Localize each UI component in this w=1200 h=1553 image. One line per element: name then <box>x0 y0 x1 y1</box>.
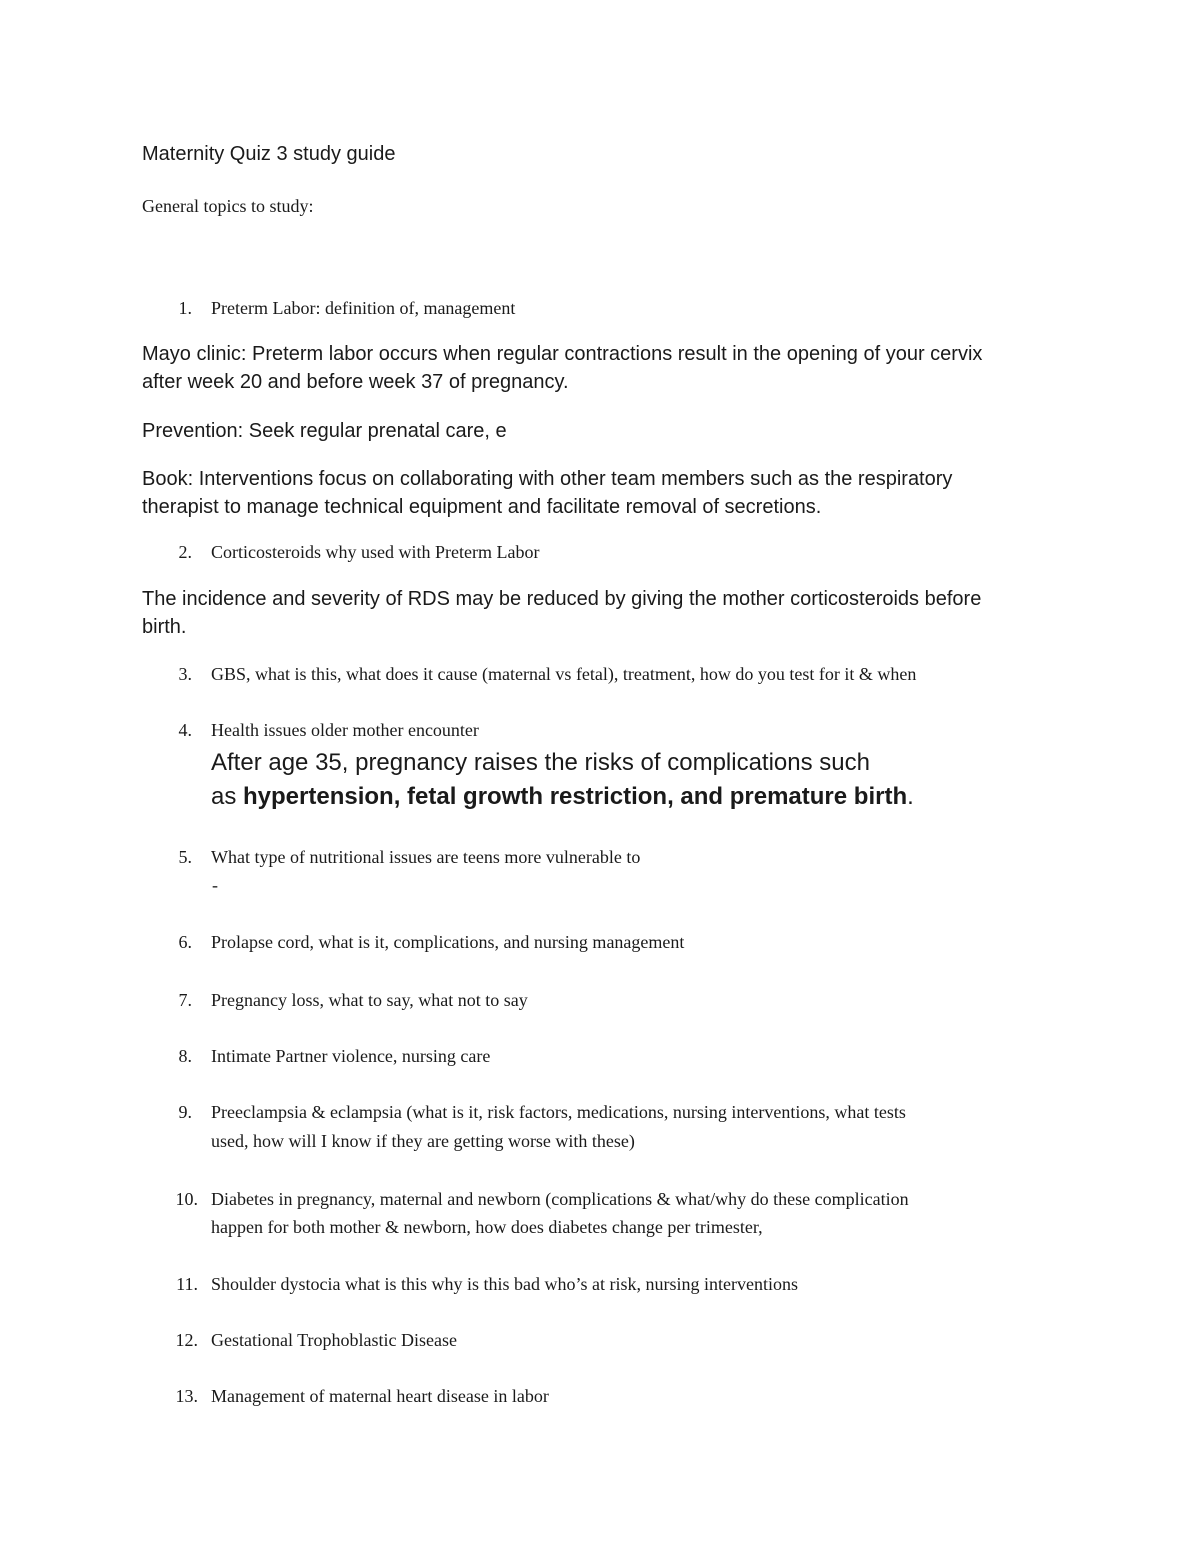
list-item-number: 12. <box>175 1330 198 1350</box>
note-book-line2: therapist to manage technical equipment and facilitate removal of secretions. <box>142 496 822 518</box>
note-age-line2 <box>211 780 914 814</box>
list-item-number: 10. <box>175 1189 198 1209</box>
list-item-text: Gestational Trophoblastic Disease <box>211 1330 457 1350</box>
list-item-number: 13. <box>175 1386 198 1406</box>
note-mayo-line1: Mayo clinic: Preterm labor occurs when regular contractions result in the opening of your cervix <box>142 343 983 365</box>
note-rds-line1: The incidence and severity of RDS may be reduced by giving the mother corticosteroids before <box>142 588 982 610</box>
list-item-number: 3. <box>178 664 192 684</box>
note-prevention: Prevention: Seek regular prenatal care, e <box>142 420 507 442</box>
note-age-bold: hypertension, fetal growth restriction, and premature birth <box>243 783 908 810</box>
list-item-number: 9. <box>178 1102 192 1122</box>
note-rds-line2: birth. <box>142 616 187 638</box>
note-age-line1: After age 35, pregnancy raises the risks of complications such <box>211 749 870 776</box>
page-subtitle: General topics to study: <box>142 196 314 216</box>
note-age-prefix: as <box>211 783 244 810</box>
note-mayo-line2: after week 20 and before week 37 of pregnancy. <box>142 371 569 393</box>
list-item-text: GBS, what is this, what does it cause (maternal vs fetal), treatment, how do you test for it & when <box>211 664 917 684</box>
note-age-suffix: . <box>907 783 914 810</box>
list-item-text-line1: Preeclampsia & eclampsia (what is it, risk factors, medications, nursing interventions, what tests <box>211 1102 906 1122</box>
list-item-text: Intimate Partner violence, nursing care <box>211 1046 491 1066</box>
note-book-line1: Book: Interventions focus on collaborating with other team members such as the respiratory <box>142 468 953 490</box>
list-item-number: 7. <box>178 990 192 1010</box>
list-item-text: Management of maternal heart disease in labor <box>211 1386 549 1406</box>
list-item-number: 6. <box>178 932 192 952</box>
list-item-text: What type of nutritional issues are teens more vulnerable to <box>211 847 641 867</box>
list-item-number: 2. <box>178 542 192 562</box>
list-item-number: 8. <box>178 1046 192 1066</box>
list-item-text-line1: Diabetes in pregnancy, maternal and newborn (complications & what/why do these complication <box>211 1189 909 1209</box>
list-item-subbullet: - <box>212 875 218 895</box>
list-item-text: Prolapse cord, what is it, complications, and nursing management <box>211 932 685 952</box>
list-item-number: 11. <box>176 1274 198 1294</box>
list-item-text: Health issues older mother encounter <box>211 720 479 740</box>
list-item-number: 5. <box>178 847 192 867</box>
list-item-text: Corticosteroids why used with Preterm Labor <box>211 542 540 562</box>
page-title: Maternity Quiz 3 study guide <box>142 143 396 165</box>
list-item-text-line2: happen for both mother & newborn, how does diabetes change per trimester, <box>211 1217 763 1237</box>
list-item-text: Preterm Labor: definition of, management <box>211 298 516 318</box>
list-item-text: Shoulder dystocia what is this why is this bad who’s at risk, nursing interventions <box>211 1274 798 1294</box>
list-item-number: 4. <box>178 720 192 740</box>
list-item-text-line2: used, how will I know if they are getting worse with these) <box>211 1131 635 1151</box>
list-item-number: 1. <box>178 298 192 318</box>
list-item-text: Pregnancy loss, what to say, what not to say <box>211 990 528 1010</box>
